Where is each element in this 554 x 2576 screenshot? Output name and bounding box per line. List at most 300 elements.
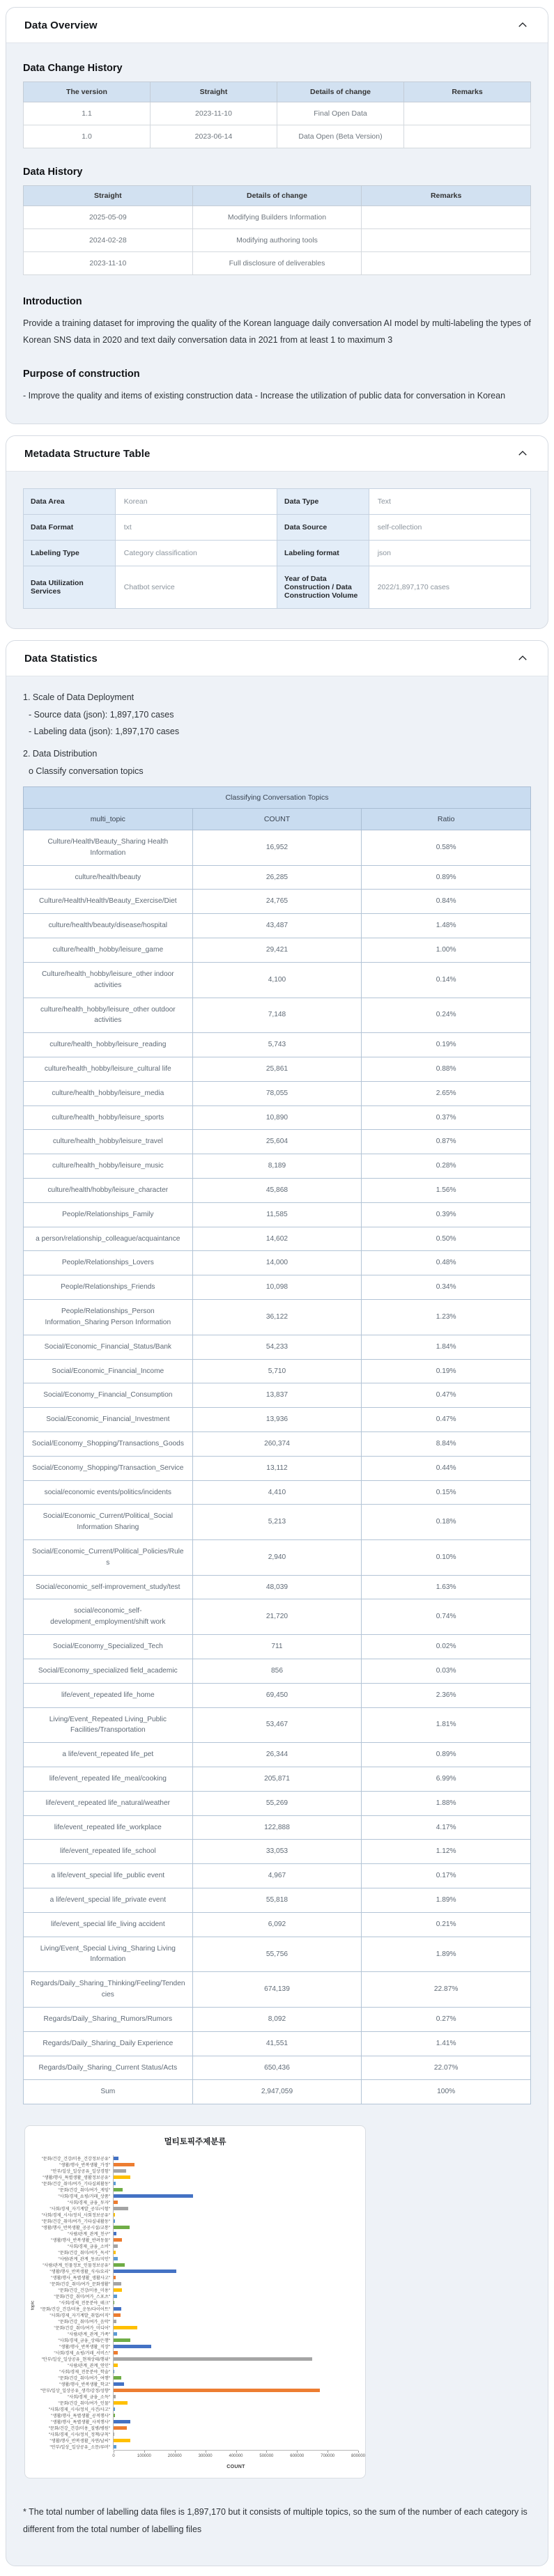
chart-bar-row <box>32 2274 358 2281</box>
chart-bar-row <box>32 2393 358 2400</box>
column-header: Details of change <box>277 82 404 102</box>
scale-heading: 1. Scale of Data Deployment <box>23 689 531 706</box>
chart-track <box>113 2350 358 2356</box>
table-cell: culture/health_hobby/leisure_travel <box>24 1130 193 1154</box>
chart-category-label: "안부/일상_일상공유_현재상태/행위" <box>32 2356 113 2362</box>
table-cell: 650,436 <box>192 2056 362 2080</box>
table-row <box>24 1383 531 1408</box>
table-cell: 2,940 <box>192 1540 362 1576</box>
metadata-label: Year of Data Construction / Data Construction Volume <box>277 566 369 609</box>
scale-item-labeling: - Labeling data (json): 1,897,170 cases <box>23 723 531 740</box>
topic-distribution-chart <box>24 2125 366 2478</box>
chart-bar <box>114 2320 116 2323</box>
data-overview-header[interactable] <box>6 8 548 43</box>
chart-bar-row <box>32 2312 358 2318</box>
table-cell: Social/Economic_Financial_Income <box>24 1359 193 1383</box>
chart-bar <box>114 2219 115 2223</box>
table-cell: 2023-06-14 <box>151 125 277 148</box>
axis-tick-mark <box>236 2451 237 2453</box>
table-cell: 8,189 <box>192 1154 362 1179</box>
table-cell: Social/Economic_Financial_Status/Bank <box>24 1335 193 1359</box>
table-row <box>24 1767 531 1791</box>
table-cell: 205,871 <box>192 1767 362 1791</box>
chart-bar <box>114 2282 121 2286</box>
chart-category-label: "사람/관계_관계_동료/지인" <box>32 2256 113 2262</box>
chart-bar <box>114 2439 130 2442</box>
metadata-value: Chatbot service <box>115 566 277 609</box>
table-cell: 0.89% <box>362 1743 531 1767</box>
chart-category-label: "문화/건강_취미/여가_독서" <box>32 2249 113 2256</box>
column-header: Ratio <box>362 809 531 830</box>
chart-track <box>113 2306 358 2312</box>
data-overview-title: Data Overview <box>24 20 98 31</box>
table-cell: Sum <box>24 2080 193 2104</box>
chart-category-label: "문화/건강_취미/여가_게임" <box>32 2187 113 2193</box>
table-cell: Social/Economy_Shopping/Transactions_Goods <box>24 1431 193 1456</box>
table-cell: 0.14% <box>362 962 531 998</box>
table-cell: 1.63% <box>362 1575 531 1599</box>
table-cell: 6.99% <box>362 1767 531 1791</box>
table-cell: 43,487 <box>192 914 362 938</box>
chart-track <box>113 2205 358 2212</box>
chart-category-label: "사람/관계_인물정보_인물정보공유" <box>32 2262 113 2268</box>
table-cell: Social/Economic_Current/Political_Policies/Rules <box>24 1540 193 1576</box>
chart-track <box>113 2406 358 2412</box>
chart-x-axis-title: COUNT <box>114 2465 358 2469</box>
table-row <box>24 1743 531 1767</box>
chart-bar-row <box>32 2218 358 2224</box>
column-header: COUNT <box>192 809 362 830</box>
column-header: The version <box>24 82 151 102</box>
chart-category-label: "사회/경제_전문분야_학술" <box>32 2368 113 2375</box>
chart-category-label: "문화/건강_취미/여가_기타실내활동" <box>32 2218 113 2224</box>
table-cell: Final Open Data <box>277 102 404 125</box>
chart-track <box>113 2155 358 2162</box>
chart-category-label: "생활/행사_반복생활_학교" <box>32 2381 113 2387</box>
table-header-row <box>24 82 531 102</box>
table-row <box>24 1480 531 1505</box>
footnote-text: * The total number of labelling data files is 1,897,170 but it consists of multiple topics, so the sum of the number of each category is different from the total number of labelling files <box>23 2504 531 2538</box>
chart-track <box>113 2356 358 2362</box>
chart-category-label: "문화/건강_취미/여가_문화생활" <box>32 2281 113 2287</box>
data-change-history-table <box>23 82 531 148</box>
table-row <box>24 1540 531 1576</box>
collapse-chevron-icon[interactable] <box>516 652 530 665</box>
chart-category-label: "안부/일상_일상공유_생각/감정/성향" <box>32 2387 113 2393</box>
table-cell: 122,888 <box>192 1815 362 1840</box>
chart-bar-row <box>32 2356 358 2362</box>
chart-category-label: "문화/건강_취미/여가_음악" <box>32 2318 113 2325</box>
chart-category-label: "문화/건강_취미/여가_인물" <box>32 2400 113 2406</box>
chart-category-label: "문화/건강_건강/미용_미용" <box>32 2287 113 2293</box>
chart-bar-row <box>32 2205 358 2212</box>
table-cell: Full disclosure of deliverables <box>192 252 362 275</box>
table-cell <box>362 206 531 229</box>
chart-track <box>113 2419 358 2425</box>
chart-category-label: "생활/행사_특별생활_공적행사" <box>32 2412 113 2419</box>
chart-title: 멀티토픽주제분류 <box>32 2136 358 2147</box>
table-cell: a life/event_special life_public event <box>24 1864 193 1888</box>
chart-category-label: "사람/관계_관계_연인" <box>32 2362 113 2368</box>
table-cell: 1.00% <box>362 938 531 963</box>
table-row <box>24 938 531 963</box>
table-cell: 21,720 <box>192 1599 362 1635</box>
chart-bar-row <box>32 2375 358 2381</box>
table-cell: 1.56% <box>362 1179 531 1203</box>
table-cell: culture/health/beauty <box>24 865 193 890</box>
metadata-value: json <box>369 541 530 566</box>
table-header-row <box>24 809 531 830</box>
table-row <box>24 2007 531 2031</box>
chart-bar <box>114 2163 134 2166</box>
table-cell: 1.0 <box>24 125 151 148</box>
chart-bar <box>114 2426 127 2430</box>
chart-bar-row <box>32 2268 358 2274</box>
table-row <box>24 1105 531 1130</box>
table-cell: 0.17% <box>362 1864 531 1888</box>
chart-area <box>32 2155 358 2450</box>
chart-bar-row <box>32 2293 358 2299</box>
table-cell: a life/event_special life_private event <box>24 1888 193 1913</box>
table-cell: People/Relationships_Friends <box>24 1275 193 1300</box>
chart-category-label: "문화/건강_건강/미용_질병/병원" <box>32 2425 113 2431</box>
table-cell: culture/health_hobby/leisure_other outdoor activities <box>24 998 193 1033</box>
chart-category-label: "사회/경제_쇼핑/거래_서비스" <box>32 2350 113 2356</box>
table-cell: 0.19% <box>362 1359 531 1383</box>
chart-track <box>113 2262 358 2268</box>
chart-bar-row <box>32 2249 358 2256</box>
axis-tick-label: 700000 <box>321 2454 334 2458</box>
table-row <box>24 102 531 125</box>
table-row <box>24 2080 531 2104</box>
table-cell: social/economic events/politics/incidents <box>24 1480 193 1505</box>
table-row <box>24 2031 531 2056</box>
table-cell: life/event_special life_living accident <box>24 1912 193 1937</box>
chart-track <box>113 2368 358 2375</box>
table-cell: Social/Economic_Current/Political_Social Information Sharing <box>24 1505 193 1540</box>
table-cell: 4,100 <box>192 962 362 998</box>
table-cell: 1.1 <box>24 102 151 125</box>
table-cell: Regards/Daily_Sharing_Thinking/Feeling/Tendencies <box>24 1972 193 2008</box>
chart-bar <box>114 2288 122 2292</box>
chart-track <box>113 2381 358 2387</box>
chart-bar-row <box>32 2444 358 2450</box>
table-cell: 22.07% <box>362 2056 531 2080</box>
table-row <box>24 206 531 229</box>
chart-bar <box>114 2407 115 2411</box>
table-cell: 0.88% <box>362 1057 531 1081</box>
table-cell: 8,092 <box>192 2007 362 2031</box>
table-cell: 14,602 <box>192 1227 362 1251</box>
table-row <box>24 1888 531 1913</box>
table-row <box>24 1840 531 1864</box>
metadata-card <box>6 435 548 629</box>
data-overview-body <box>6 43 548 424</box>
chart-bar-row <box>32 2162 358 2168</box>
table-row <box>24 1335 531 1359</box>
table-cell: culture/health_hobby/leisure_music <box>24 1154 193 1179</box>
chart-bar <box>114 2326 137 2329</box>
axis-tick-label: 500000 <box>259 2454 273 2458</box>
table-cell: Regards/Daily_Sharing_Rumors/Rumors <box>24 2007 193 2031</box>
table-cell: 0.27% <box>362 2007 531 2031</box>
table-cell: culture/health_hobby/leisure_game <box>24 938 193 963</box>
table-row <box>24 252 531 275</box>
chart-category-label: "생활/행사_특별생활_생활정보공유" <box>32 2174 113 2180</box>
table-cell: 2024-02-28 <box>24 229 193 252</box>
metadata-label: Labeling format <box>277 541 369 566</box>
table-cell: 0.28% <box>362 1154 531 1179</box>
chart-bar <box>114 2364 118 2367</box>
chart-track <box>113 2400 358 2406</box>
chart-bar-row <box>32 2325 358 2331</box>
chart-bar-row <box>32 2256 358 2262</box>
chart-bar <box>114 2445 116 2449</box>
table-cell: 1.89% <box>362 1888 531 1913</box>
collapse-chevron-icon[interactable] <box>516 447 530 460</box>
table-cell: 13,936 <box>192 1408 362 1432</box>
chart-track <box>113 2274 358 2281</box>
column-header: Straight <box>24 186 193 206</box>
table-row <box>24 1972 531 2008</box>
chart-track <box>113 2174 358 2180</box>
chart-track <box>113 2337 358 2343</box>
chart-bar <box>114 2389 320 2392</box>
table-cell: life/event_repeated life_natural/weather <box>24 1791 193 1815</box>
chart-bar <box>114 2269 176 2273</box>
column-header: Remarks <box>404 82 531 102</box>
chart-track <box>113 2249 358 2256</box>
chart-track <box>113 2343 358 2350</box>
chart-track <box>113 2230 358 2237</box>
table-cell: 0.47% <box>362 1408 531 1432</box>
metadata-table <box>23 488 531 609</box>
chart-bar-row <box>32 2387 358 2393</box>
chart-bar <box>114 2157 118 2160</box>
chart-category-label: "생활/행사_반복생활_식사/요리" <box>32 2268 113 2274</box>
metadata-body <box>6 472 548 628</box>
chart-bar-row <box>32 2193 358 2199</box>
table-cell: Modifying Builders Information <box>192 206 362 229</box>
chart-bar-row <box>32 2368 358 2375</box>
table-cell: 5,710 <box>192 1359 362 1383</box>
axis-tick-mark <box>297 2451 298 2453</box>
table-cell: 55,756 <box>192 1937 362 1972</box>
metadata-row <box>24 541 531 566</box>
data-statistics-card <box>6 640 548 2566</box>
metadata-header[interactable] <box>6 436 548 472</box>
chart-track <box>113 2212 358 2218</box>
chart-category-label: "사회/경제_시사/정치_사건/사고" <box>32 2406 113 2412</box>
table-row <box>24 1659 531 1683</box>
chart-track <box>113 2325 358 2331</box>
table-cell: 5,743 <box>192 1033 362 1057</box>
chart-bar-row <box>32 2262 358 2268</box>
column-header: Details of change <box>192 186 362 206</box>
axis-tick-mark <box>358 2451 359 2453</box>
table-cell: 674,139 <box>192 1972 362 2008</box>
chart-bar-row <box>32 2306 358 2312</box>
table-cell: Culture/Health/Beauty_Sharing Health Information <box>24 830 193 866</box>
data-statistics-body <box>6 676 548 2566</box>
chart-category-label: "사회/경제_전문분야_테크" <box>32 2299 113 2306</box>
table-cell: 0.87% <box>362 1130 531 1154</box>
chart-category-label: "안부/일상_일상공유_소문/루머" <box>32 2444 113 2450</box>
table-row <box>24 1154 531 1179</box>
chart-category-label: "사회/경제_자기계발_취업/이직" <box>32 2312 113 2318</box>
table-cell: 2025-05-09 <box>24 206 193 229</box>
chart-track <box>113 2312 358 2318</box>
chart-category-label: "사회/경제_금융_소비" <box>32 2243 113 2249</box>
chart-bar-row <box>32 2331 358 2337</box>
table-cell: 2,947,059 <box>192 2080 362 2104</box>
chart-category-label: "생활/행사_반복생활_공공시설/교통" <box>32 2224 113 2230</box>
chart-track <box>113 2218 358 2224</box>
distribution-heading: 2. Data Distribution <box>23 745 531 762</box>
metadata-value: 2022/1,897,170 cases <box>369 566 530 609</box>
data-history-heading: Data History <box>23 166 531 178</box>
metadata-label: Labeling Type <box>24 541 116 566</box>
metadata-label: Data Type <box>277 489 369 515</box>
table-row <box>24 1431 531 1456</box>
chart-bar-row <box>32 2174 358 2180</box>
chart-bar <box>114 2257 118 2260</box>
chart-category-label: "생활/행사_특별생활_사적행사" <box>32 2419 113 2425</box>
chart-track <box>113 2362 358 2368</box>
table-cell: social/economic_self-development_employment/shift work <box>24 1599 193 1635</box>
chart-category-label: "문화/건강_취미/여가_여행" <box>32 2375 113 2381</box>
chart-track <box>113 2444 358 2450</box>
axis-tick-label: 0 <box>112 2454 114 2458</box>
table-cell: 69,450 <box>192 1683 362 1707</box>
table-cell: culture/health_hobby/leisure_cultural life <box>24 1057 193 1081</box>
table-cell: 4.17% <box>362 1815 531 1840</box>
table-row <box>24 1635 531 1659</box>
column-header: Remarks <box>362 186 531 206</box>
table-row <box>24 1456 531 1480</box>
table-cell: 14,000 <box>192 1251 362 1275</box>
chart-track <box>113 2287 358 2293</box>
table-row <box>24 1057 531 1081</box>
chart-bar <box>114 2313 121 2317</box>
table-cell: 24,765 <box>192 890 362 914</box>
metadata-row <box>24 566 531 609</box>
table-row <box>24 2056 531 2080</box>
table-cell: 2.65% <box>362 1081 531 1105</box>
table-cell: 0.48% <box>362 1251 531 1275</box>
table-cell: 0.89% <box>362 865 531 890</box>
axis-tick-label: 600000 <box>290 2454 304 2458</box>
table-cell: 0.74% <box>362 1599 531 1635</box>
table-cell: 260,374 <box>192 1431 362 1456</box>
table-cell: 0.15% <box>362 1480 531 1505</box>
chart-category-label: "문화/건강_건강/미용_건강정보공유" <box>32 2155 113 2162</box>
introduction-text: Provide a training dataset for improving the quality of the Korean language daily conversation AI model by multi-labeling the types of Korean SNS data in 2020 and text daily conversation data in 2021 from at least 1 to maximum 3 <box>23 315 531 349</box>
distribution-item: o Classify conversation topics <box>23 763 531 779</box>
chart-category-label: "문화/건강_건강/미용_운동/다이어트" <box>32 2306 113 2312</box>
table-cell: Social/Economy_specialized field_academic <box>24 1659 193 1683</box>
table-row <box>24 1130 531 1154</box>
purpose-heading: Purpose of construction <box>23 368 531 380</box>
conversation-topics-table <box>23 786 531 2104</box>
data-statistics-header[interactable] <box>6 641 548 676</box>
table-cell: 1.88% <box>362 1791 531 1815</box>
chart-bar-row <box>32 2419 358 2425</box>
table-row <box>24 1033 531 1057</box>
table-cell: 4,967 <box>192 1864 362 1888</box>
table-row <box>24 1599 531 1635</box>
table-cell: 1.81% <box>362 1707 531 1743</box>
table-cell: Social/economic_self-improvement_study/test <box>24 1575 193 1599</box>
table-row <box>24 830 531 866</box>
metadata-row <box>24 515 531 541</box>
collapse-chevron-icon[interactable] <box>516 19 530 31</box>
data-overview-card <box>6 7 548 424</box>
table-cell: 13,837 <box>192 1383 362 1408</box>
chart-category-label: "사회/경제_금융_소득" <box>32 2393 113 2400</box>
table-cell: 1.23% <box>362 1300 531 1335</box>
table-cell: culture/health/beauty/disease/hospital <box>24 914 193 938</box>
table-cell: 0.10% <box>362 1540 531 1576</box>
chart-category-label: "문화/건강_취미/여가_기타실외활동" <box>32 2180 113 2187</box>
change-history-heading: Data Change History <box>23 63 531 74</box>
table-cell: 25,604 <box>192 1130 362 1154</box>
chart-category-label: "생활/행사_반복생활_반려동물" <box>32 2237 113 2243</box>
chart-bar <box>114 2338 130 2342</box>
table-cell: 0.24% <box>362 998 531 1033</box>
chart-category-label: "사회/경제_쇼핑/거래_상품" <box>32 2193 113 2199</box>
table-cell: 0.47% <box>362 1383 531 1408</box>
table-cell: 0.44% <box>362 1456 531 1480</box>
table-cell: 0.58% <box>362 830 531 866</box>
table-cell: 25,861 <box>192 1057 362 1081</box>
table-cell: Culture/health_hobby/leisure_other indoor activities <box>24 962 193 998</box>
chart-track <box>113 2187 358 2193</box>
data-statistics-title: Data Statistics <box>24 653 98 665</box>
chart-category-label: "사회/경제_금융_투자" <box>32 2199 113 2205</box>
chart-bar-row <box>32 2287 358 2293</box>
chart-bar <box>114 2357 312 2361</box>
chart-track <box>113 2393 358 2400</box>
chart-category-label: "사람/관계_관계_친구" <box>32 2230 113 2237</box>
table-cell: 22.87% <box>362 1972 531 2008</box>
chart-category-label: "사회/경제_시사/정치_정책/규칙" <box>32 2431 113 2437</box>
table-cell: life/event_repeated life_meal/cooking <box>24 1767 193 1791</box>
chart-bar-row <box>32 2237 358 2243</box>
column-header: multi_topic <box>24 809 193 830</box>
chart-track <box>113 2318 358 2325</box>
chart-bar-row <box>32 2224 358 2230</box>
chart-category-label: "문화/건강_취미/여가_스포츠" <box>32 2293 113 2299</box>
chart-bar <box>114 2345 151 2348</box>
column-header: Straight <box>151 82 277 102</box>
table-row <box>24 1912 531 1937</box>
chart-bar-row <box>32 2199 358 2205</box>
metadata-value: self-collection <box>369 515 530 541</box>
table-cell: culture/health/hobby/leisure_character <box>24 1179 193 1203</box>
axis-tick-label: 200000 <box>168 2454 182 2458</box>
table-cell: 55,269 <box>192 1791 362 1815</box>
table-caption: Classifying Conversation Topics <box>24 787 531 809</box>
chart-bar <box>114 2332 117 2336</box>
table-row <box>24 1408 531 1432</box>
table-row <box>24 1300 531 1335</box>
chart-bar <box>114 2244 118 2248</box>
chart-bar-row <box>32 2168 358 2174</box>
chart-bar-row <box>32 2381 358 2387</box>
table-cell: 711 <box>192 1635 362 1659</box>
metadata-title: Metadata Structure Table <box>24 448 151 460</box>
